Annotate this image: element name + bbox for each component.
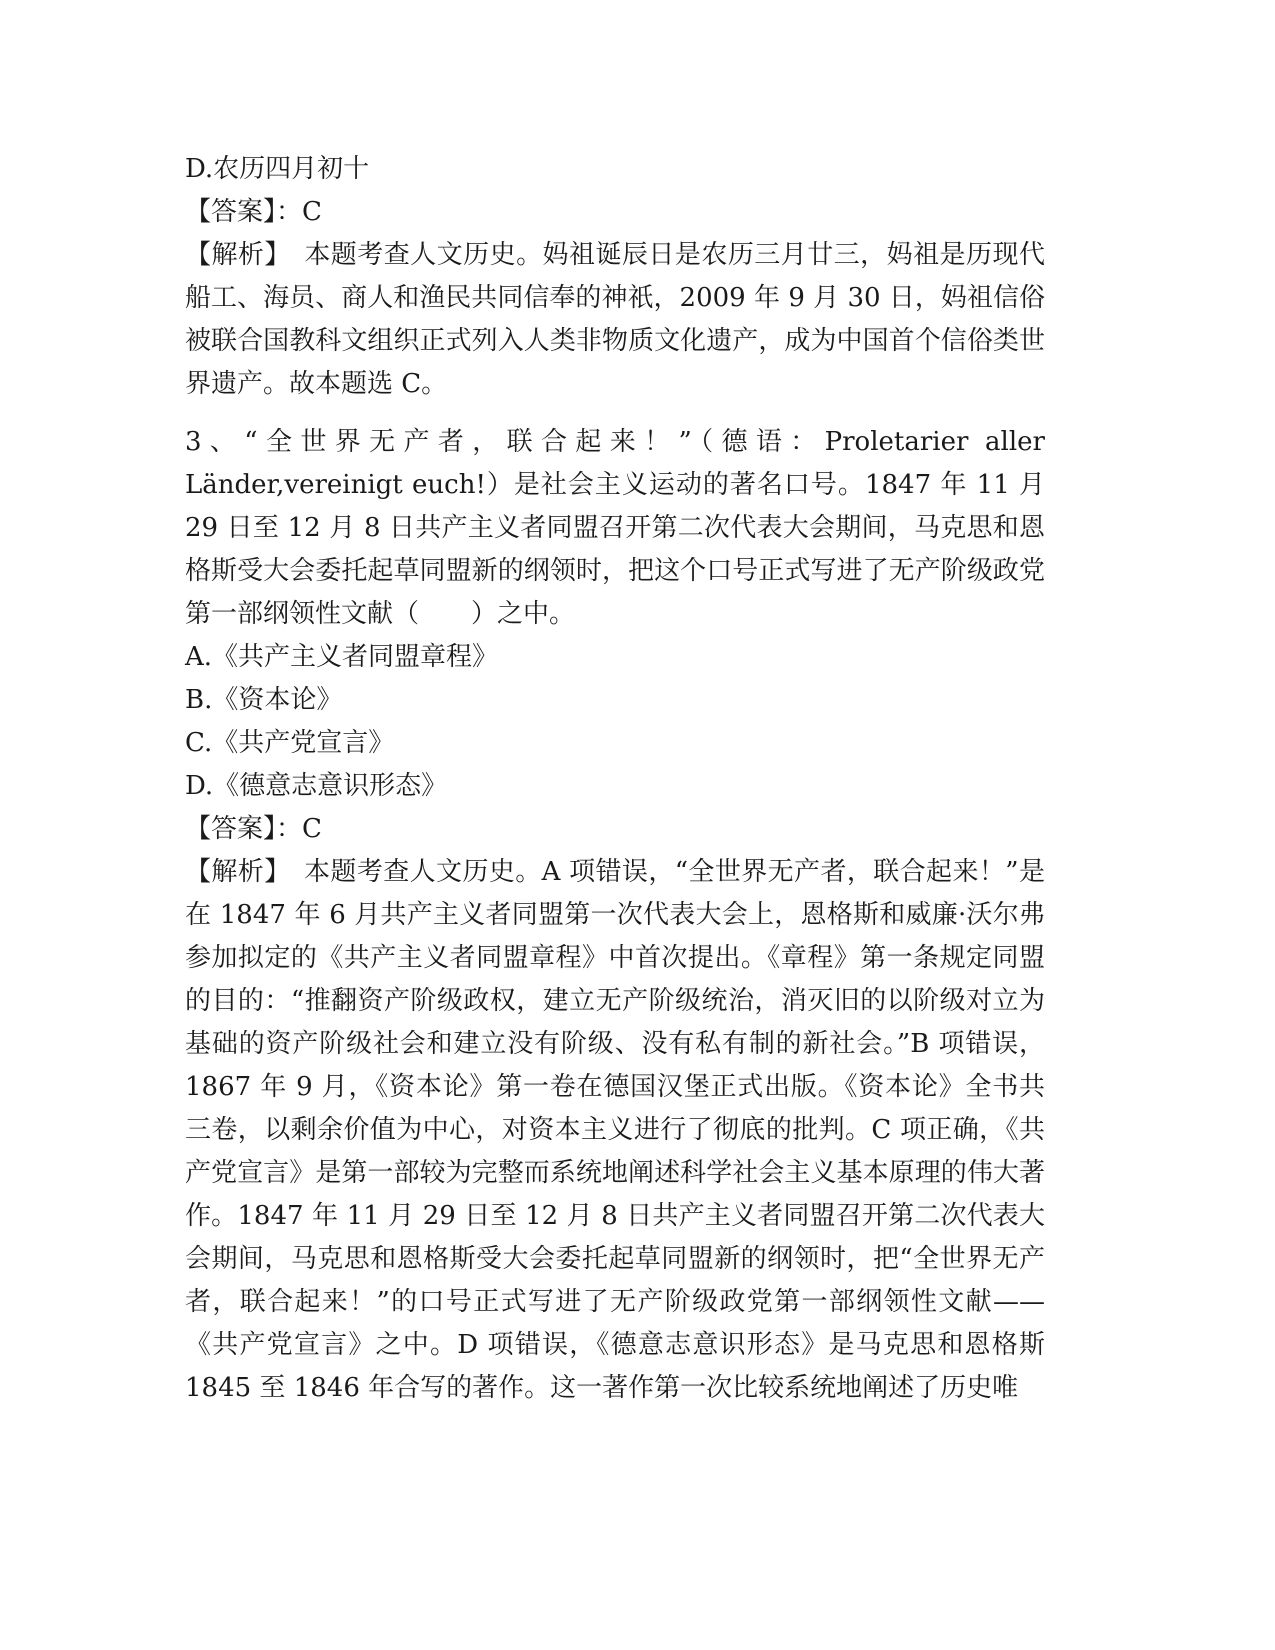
question-3-option-b: B.《资本论》 bbox=[185, 685, 343, 715]
prev-option-d: D.农历四月初十 bbox=[185, 154, 370, 184]
question-3-stem: 3、“全世界无产者，联合起来！”（德语：Proletarier aller Länder,vereinigt euch!）是社会主义运动的著名口号。1847 年 11 月 29 日至 12 月 8 日共产主义者同盟召开第二次代表大会期间，马克思和恩格斯受大会委托起草同盟新的纲领时，把这个口号正式写进了无产阶级政党第一部纲领性文献（ ）之中。 bbox=[185, 427, 1045, 629]
question-3-analysis-label: 【解析】 bbox=[185, 857, 278, 887]
question-3-option-a: A.《共产主义者同盟章程》 bbox=[185, 642, 499, 672]
question-3-analysis bbox=[185, 851, 1054, 1410]
prev-analysis-text: 本题考查人文历史。妈祖诞辰日是农历三月廿三，妈祖是历现代船工、海员、商人和渔民共同信奉的神祇，2009 年 9 月 30 日，妈祖信俗被联合国教科文组织正式列入人类非物质文化遗产，成为中国首个信俗类世界遗产。故本题选 C。 bbox=[185, 240, 1045, 399]
prev-answer: 【答案】：C bbox=[185, 197, 322, 227]
question-3-option-c: C.《共产党宣言》 bbox=[185, 728, 395, 758]
question-3-option-d: D.《德意志意识形态》 bbox=[185, 771, 448, 801]
question-gap bbox=[185, 406, 1045, 421]
question-3-answer: 【答案】：C bbox=[185, 814, 322, 844]
page-content bbox=[185, 148, 1054, 1410]
prev-analysis-label: 【解析】 bbox=[185, 240, 278, 270]
question-3-analysis-text: 本题考查人文历史。A 项错误，“全世界无产者，联合起来！”是在 1847 年 6 月共产主义者同盟第一次代表大会上，恩格斯和威廉·沃尔弗参加拟定的《共产主义者同盟章程》中首次提出。《章程》第一条规定同盟的目的：“推翻资产阶级政权，建立无产阶级统治，消灭旧的以阶级对立为基础的资产阶级社会和建立没有阶级、没有私有制的新社会。”B 项错误，1867 年 9 月，《资本论》第一卷在德国汉堡正式出版。《资本论》全书共三卷，以剩余价值为中心，对资本主义进行了彻底的批判。C 项正确，《共产党宣言》是第一部较为完整而系统地阐述科学社会主义基本原理的伟大著作。1847 年 11 月 29 日至 12 月 8 日共产主义者同盟召开第二次代表大会期间，马克思和恩格斯受大会委托起草同盟新的纲领时，把“全世界无产者，联合起来！”的口号正式写进了无产阶级政党第一部纲领性文献——《共产党宣言》之中。D 项错误，《德意志意识形态》是马克思和恩格斯 1845 至 1846 年合写的著作。这一著作第一次比较系统地阐述了历史唯 bbox=[185, 857, 1054, 1403]
prev-analysis bbox=[185, 234, 1045, 406]
